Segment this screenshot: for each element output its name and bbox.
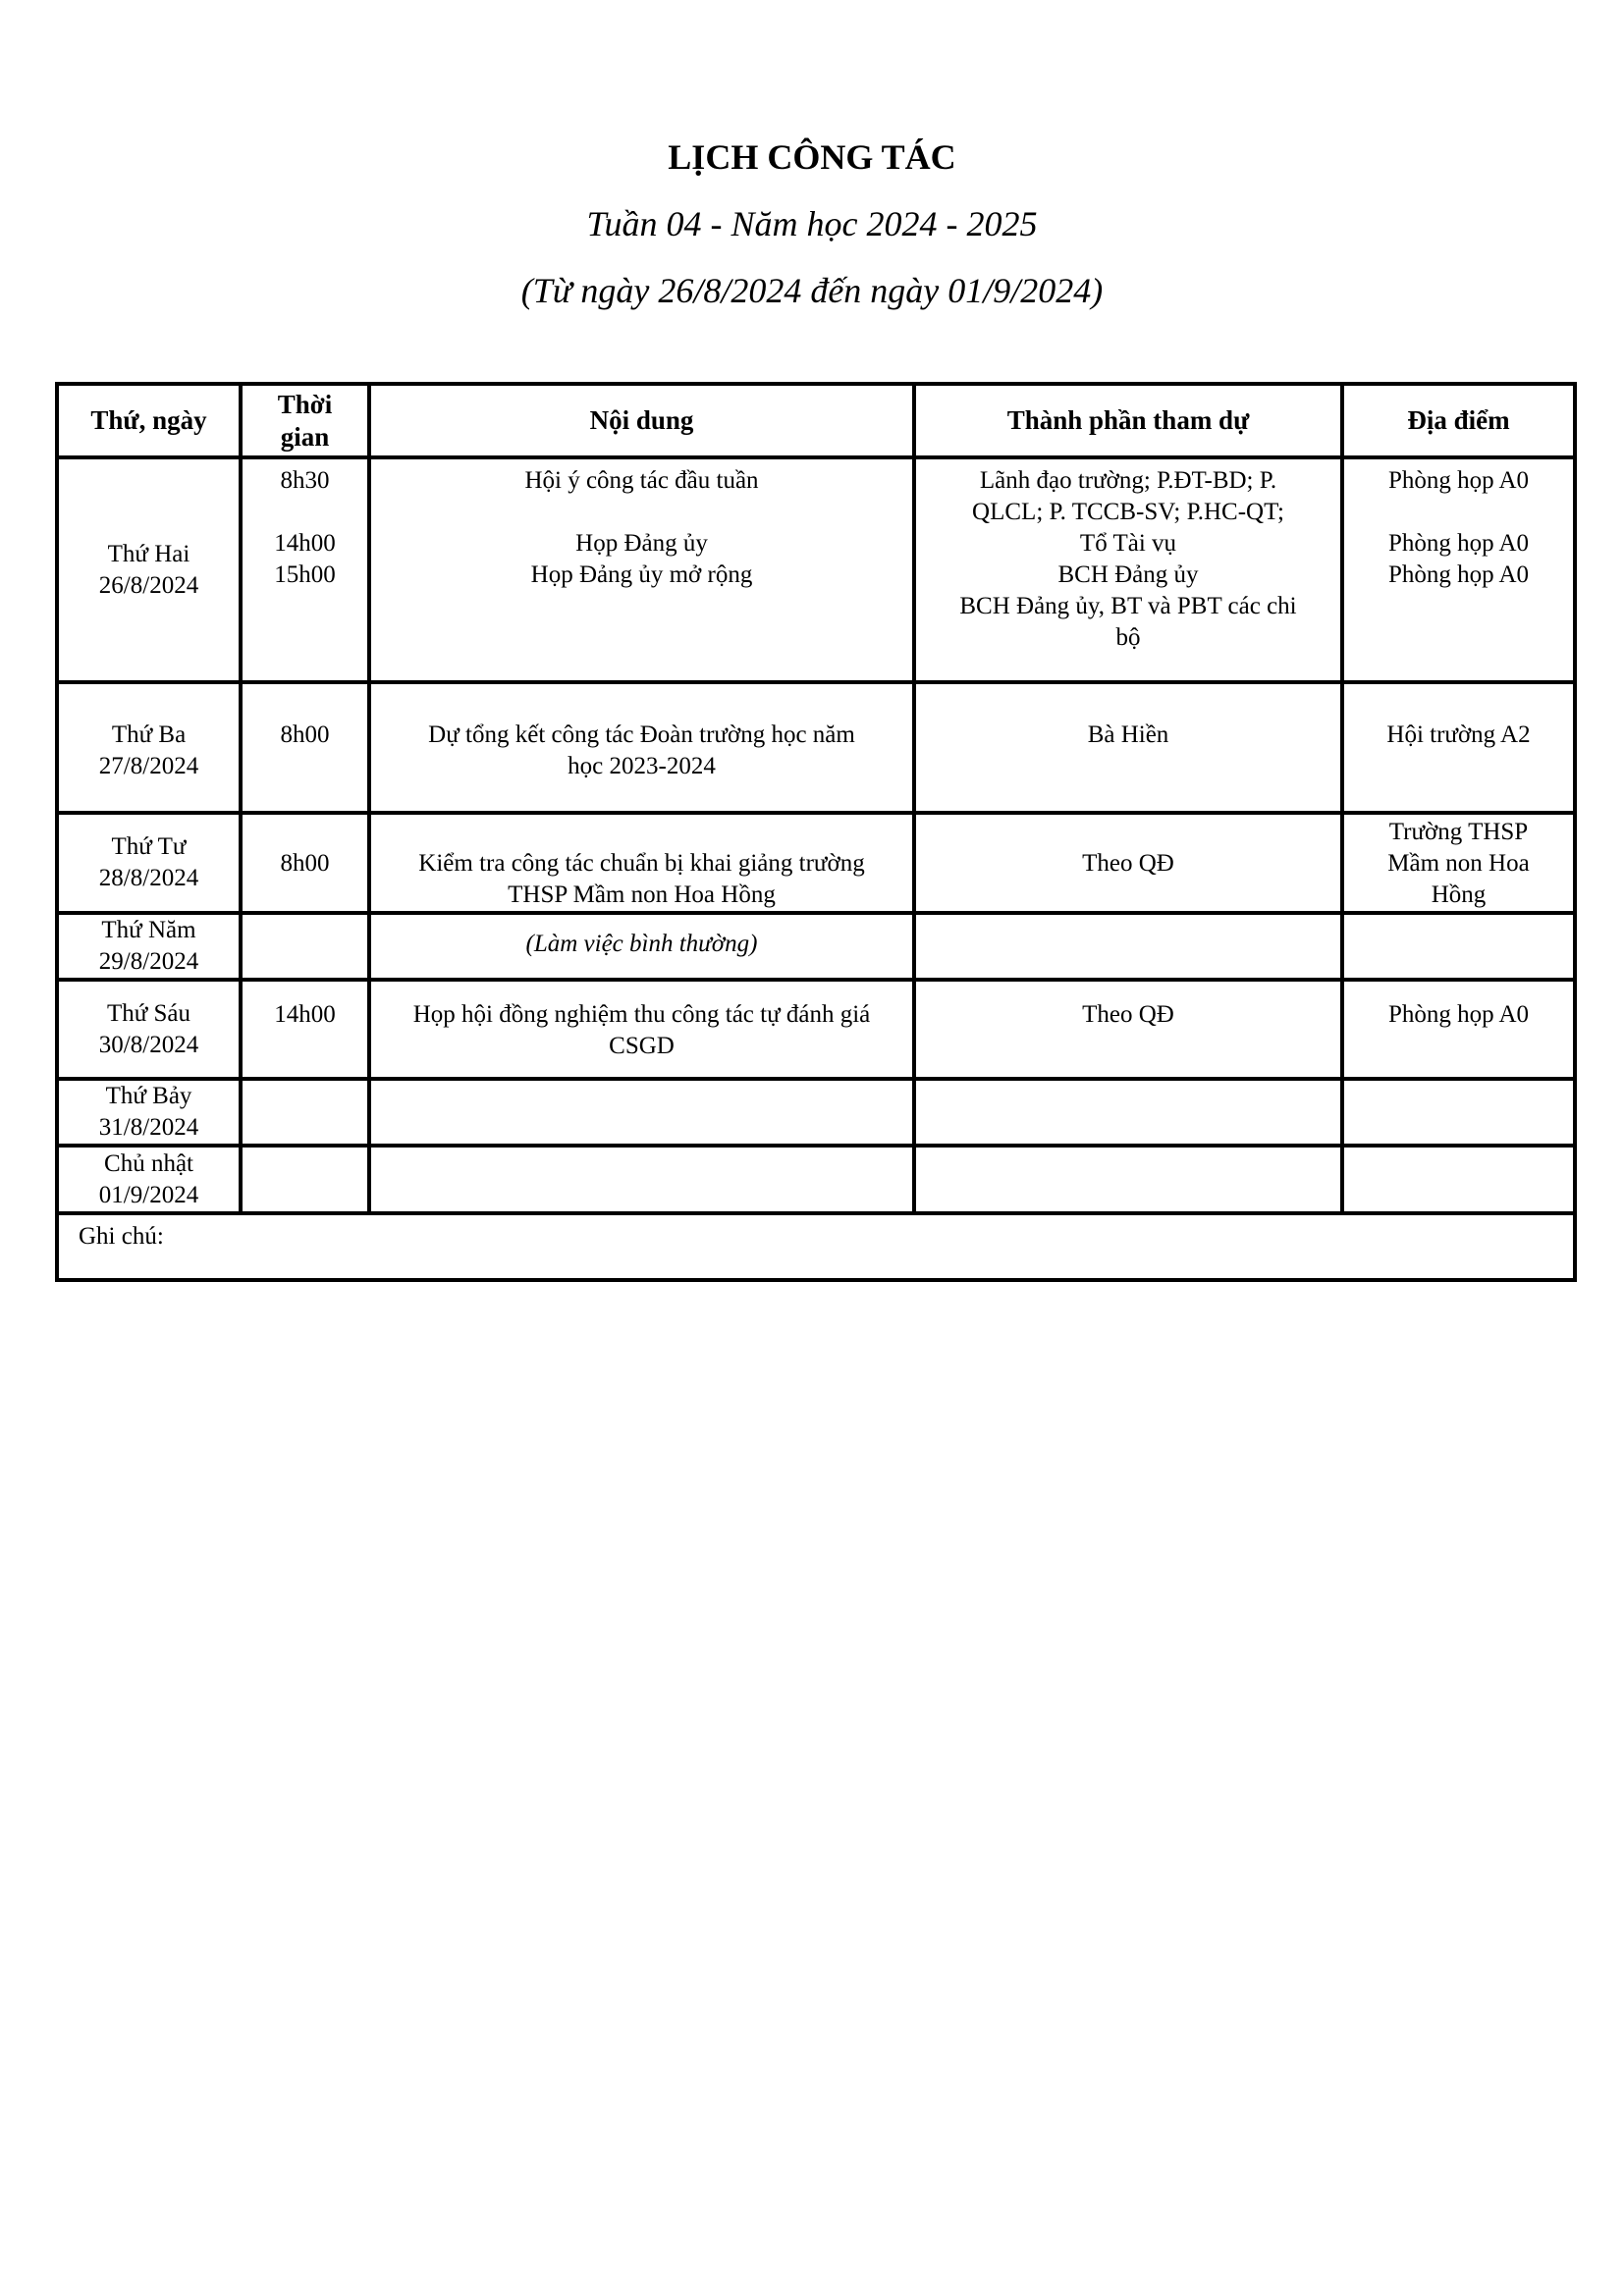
day-cell (57, 457, 241, 682)
participants-text: Theo QĐ (1082, 850, 1174, 877)
day-date: 26/8/2024 (98, 571, 199, 599)
col-header-day: Thứ, ngày (57, 384, 241, 457)
location-text: Mầm non Hoa (1387, 850, 1530, 877)
content-cell (369, 813, 914, 913)
location-cell (1342, 682, 1575, 813)
day-date: 01/9/2024 (98, 1181, 199, 1208)
col-header-time-line2: gian (280, 421, 330, 452)
col-header-participants: Thành phần tham dự (914, 384, 1342, 457)
day-date: 30/8/2024 (98, 1031, 199, 1058)
time-cell (241, 682, 369, 813)
content-text: Kiểm tra công tác chuẩn bị khai giảng trường (418, 850, 865, 877)
document-title: LỊCH CÔNG TÁC (668, 137, 956, 177)
day-cell (57, 1079, 241, 1146)
day-date: 31/8/2024 (98, 1114, 199, 1141)
day-cell (57, 913, 241, 980)
time-value: 15h00 (274, 561, 336, 588)
time-cell (241, 457, 369, 682)
location-cell (1342, 1146, 1575, 1213)
day-name: Thứ Bảy (105, 1083, 192, 1109)
day-date: 28/8/2024 (98, 865, 199, 891)
day-name: Thứ Tư (111, 833, 187, 860)
table-row-tuesday (57, 682, 1575, 813)
day-date: 27/8/2024 (98, 753, 199, 779)
content-cell (369, 980, 914, 1079)
participants-text: Theo QĐ (1082, 1001, 1174, 1028)
location-text: Phòng họp A0 (1387, 467, 1530, 494)
participants-text: QLCL; P. TCCB-SV; P.HC-QT; (972, 499, 1284, 525)
content-text: Họp hội đồng nghiệm thu công tác tự đánh giá (412, 1001, 871, 1028)
content-cell (369, 1079, 914, 1146)
participants-text: BCH Đảng ủy, BT và PBT các chi (959, 593, 1297, 619)
table-row-wednesday (57, 813, 1575, 913)
content-text: Hội ý công tác đầu tuần (524, 467, 759, 494)
table-row-friday (57, 980, 1575, 1079)
participants-cell (914, 457, 1342, 682)
time-cell (241, 913, 369, 980)
day-cell (57, 980, 241, 1079)
notes-label: Ghi chú: (79, 1223, 164, 1250)
notes-cell (57, 1213, 1575, 1280)
participants-text: bộ (1115, 624, 1141, 651)
col-header-time (241, 384, 369, 457)
location-cell (1342, 1079, 1575, 1146)
participants-cell (914, 813, 1342, 913)
table-row-sunday (57, 1146, 1575, 1213)
time-value: 14h00 (274, 530, 336, 557)
time-cell (241, 813, 369, 913)
col-header-time-line1: Thời (277, 389, 333, 419)
time-value: 8h00 (280, 721, 330, 748)
time-value: 8h00 (280, 850, 330, 877)
time-value: 14h00 (274, 1001, 336, 1028)
day-cell (57, 1146, 241, 1213)
participants-cell (914, 1146, 1342, 1213)
content-text: Dự tổng kết công tác Đoàn trường học năm (428, 721, 855, 748)
participants-text: Lãnh đạo trường; P.ĐT-BD; P. (979, 467, 1277, 494)
participants-text: BCH Đảng ủy (1057, 561, 1199, 588)
content-cell (369, 457, 914, 682)
location-cell (1342, 813, 1575, 913)
day-date: 29/8/2024 (98, 948, 199, 975)
table-row-thursday (57, 913, 1575, 980)
content-text: học 2023-2024 (568, 753, 716, 779)
table-header-row (57, 384, 1575, 457)
day-name: Thứ Sáu (106, 999, 191, 1027)
participants-cell (914, 913, 1342, 980)
content-cell (369, 682, 914, 813)
day-cell (57, 813, 241, 913)
location-text: Phòng họp A0 (1387, 1001, 1530, 1028)
day-name: Thứ Năm (101, 917, 196, 943)
content-text: THSP Mầm non Hoa Hồng (508, 881, 776, 908)
participants-cell (914, 1079, 1342, 1146)
time-value: 8h30 (280, 467, 330, 494)
location-cell (1342, 980, 1575, 1079)
content-cell (369, 913, 914, 980)
location-text: Phòng họp A0 (1387, 530, 1530, 557)
day-name: Thứ Hai (107, 540, 190, 567)
col-header-location: Địa điểm (1342, 384, 1575, 457)
content-text: (Làm việc bình thường) (525, 931, 758, 957)
participants-text: Bà Hiền (1087, 721, 1169, 748)
day-name: Thứ Ba (111, 721, 187, 748)
participants-cell (914, 682, 1342, 813)
day-cell (57, 682, 241, 813)
content-cell (369, 1146, 914, 1213)
time-cell (241, 980, 369, 1079)
day-name: Chủ nhật (104, 1149, 193, 1177)
content-text: Họp Đảng ủy (575, 530, 708, 557)
document-header (0, 135, 1624, 312)
time-cell (241, 1079, 369, 1146)
date-range: (Từ ngày 26/8/2024 đến ngày 01/9/2024) (520, 271, 1104, 310)
time-cell (241, 1146, 369, 1213)
location-cell (1342, 457, 1575, 682)
schedule-table (55, 382, 1577, 1282)
table-row-notes (57, 1213, 1575, 1280)
participants-text: Tổ Tài vụ (1079, 530, 1177, 557)
location-text: Phòng họp A0 (1387, 561, 1530, 588)
content-text: CSGD (609, 1033, 675, 1059)
table-row-monday (57, 457, 1575, 682)
col-header-content: Nội dung (369, 384, 914, 457)
location-text: Hồng (1431, 881, 1487, 908)
location-text: Trường THSP (1388, 819, 1529, 845)
location-cell (1342, 913, 1575, 980)
content-text: Họp Đảng ủy mở rộng (530, 561, 753, 588)
table-row-saturday (57, 1079, 1575, 1146)
participants-cell (914, 980, 1342, 1079)
location-text: Hội trường A2 (1386, 721, 1531, 748)
week-subtitle: Tuần 04 - Năm học 2024 - 2025 (586, 204, 1038, 243)
